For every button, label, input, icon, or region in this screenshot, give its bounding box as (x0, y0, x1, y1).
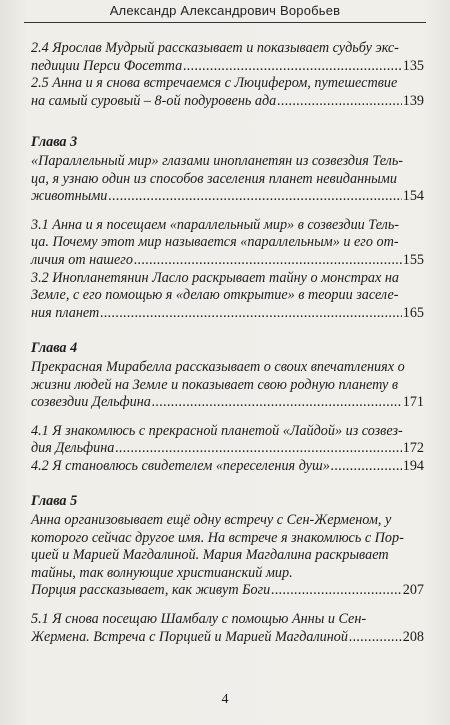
toc-page-number: 194 (402, 457, 424, 474)
toc-line: Порция рассказывает, как живут Боги (31, 582, 271, 599)
header-rule (24, 22, 426, 23)
page-number: 4 (221, 692, 229, 707)
toc-line: ния планет (31, 304, 100, 321)
toc-line: Земле, с его помощью я «делаю открытие» в теории заселе- (31, 287, 399, 304)
toc-line: «Параллельный мир» глазами инопланетян из созвездия Тель- (31, 152, 404, 169)
toc-line: Жермена. Встреча с Порцией и Марией Магдалиной (31, 628, 348, 645)
toc-line: личия от нашего (31, 251, 133, 268)
toc-entry-5-1 (31, 611, 424, 646)
leader-dots (100, 305, 402, 323)
leader-dots (152, 394, 402, 412)
toc-line: 3.1 Анна и я посещаем «параллельный мир» в созвездии Тель- (31, 216, 400, 233)
toc-entry-4-2 (31, 458, 424, 476)
leader-dots (331, 458, 402, 476)
toc-line: 5.1 Я снова посещаю Шамбалу с помощью Анны и Сен- (31, 611, 367, 628)
toc-line: 2.5 Анна и я снова встречаемся с Люцифером, путешествие (31, 75, 398, 92)
table-of-contents (31, 40, 424, 646)
chapter-heading-5: Глава 5 (31, 493, 78, 510)
toc-line: которого сейчас другое имя. На встрече я знакомлюсь с Пор- (31, 529, 404, 546)
chapter-heading-4: Глава 4 (31, 340, 78, 357)
toc-page-number: 155 (402, 251, 424, 268)
toc-line: дия Дельфина (31, 440, 115, 457)
toc-line: Прекрасная Мирабелла рассказывает о своих впечатлениях о (31, 358, 405, 375)
toc-line: Анна организовывает ещё одну встречу с Сен-Жерменом, у (31, 512, 392, 529)
toc-line: созвездии Дельфина (31, 394, 151, 411)
leader-dots (115, 440, 401, 458)
leader-dots (349, 629, 402, 647)
toc-line: 4.1 Я знакомлюсь с прекрасной планетой «Лайдой» из созвез- (31, 422, 403, 439)
chapter-heading-3: Глава 3 (31, 134, 78, 151)
running-header: Александр Александрович Воробьев (109, 3, 341, 18)
toc-line: ца. Почему этот мир называется «параллельным» и его от- (31, 234, 399, 251)
toc-line: жизни людей на Земле и показывает свою родную планету в (31, 376, 399, 393)
toc-entry-chapter-5 (31, 512, 424, 600)
leader-dots (108, 188, 401, 206)
leader-dots (134, 252, 402, 270)
toc-page-number: 154 (402, 188, 424, 205)
toc-line: на самый суровый – 8-ой подуровень ада (31, 92, 277, 109)
toc-page-number: 135 (402, 57, 424, 74)
toc-page-number: 165 (402, 304, 424, 321)
leader-dots (183, 58, 402, 76)
toc-line: цией и Марией Магдалиной. Мария Магдалина раскрывает (31, 547, 389, 564)
toc-entry-chapter-3 (31, 153, 424, 206)
toc-line: ца, я узнаю один из способов заселения планет невиданными (31, 170, 397, 187)
toc-entry-3-1 (31, 217, 424, 270)
toc-page-number: 139 (402, 92, 424, 109)
toc-line: тайны, так волнующие христианский мир. (31, 564, 293, 581)
leader-dots (271, 582, 402, 600)
toc-entry-2-4 (31, 40, 424, 75)
leader-dots (277, 93, 401, 111)
toc-entry-4-1 (31, 423, 424, 458)
toc-entry-chapter-4 (31, 359, 424, 412)
toc-line: педиции Перси Фосетта (31, 57, 183, 74)
toc-page-number: 208 (402, 628, 424, 645)
toc-line: 2.4 Ярослав Мудрый рассказывает и показывает судьбу экс- (31, 40, 399, 56)
toc-line: 4.2 Я становлюсь свидетелем «переселения душ» (31, 457, 330, 474)
toc-line: животными (31, 188, 108, 205)
toc-line: 3.2 Инопланетянин Ласло раскрывает тайну о монстрах на (31, 269, 399, 286)
toc-entry-3-2 (31, 270, 424, 323)
toc-entry-2-5 (31, 75, 424, 110)
toc-page-number: 171 (402, 394, 424, 411)
toc-page-number: 207 (402, 582, 424, 599)
toc-page-number: 172 (402, 440, 424, 457)
